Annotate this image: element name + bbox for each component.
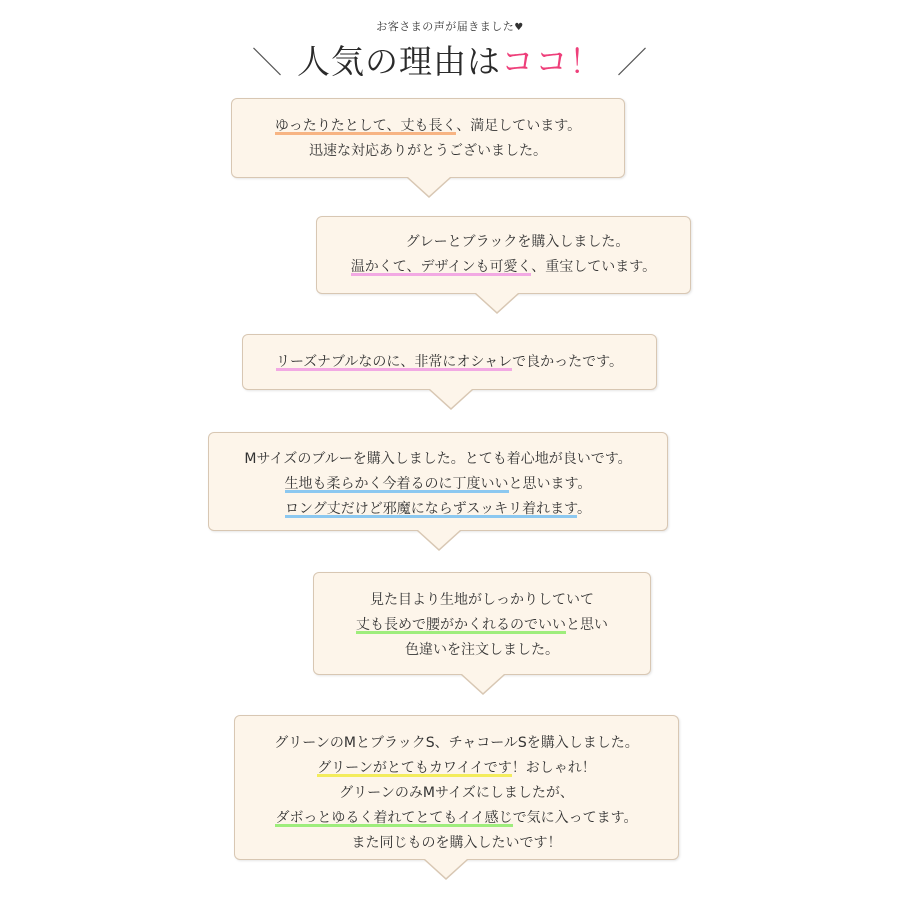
review-text: ！おしゃれ！ bbox=[511, 760, 596, 776]
review-text: グレーとブラックを購入しました。 bbox=[405, 234, 630, 250]
header-eyebrow bbox=[0, 18, 900, 34]
review-highlight: ロング丈だけど邪魔にならずスッキリ着れます bbox=[285, 501, 577, 517]
review-line bbox=[209, 472, 667, 497]
bubble-tail bbox=[417, 531, 461, 551]
review-text: 見た目より生地がしっかりしていて bbox=[370, 592, 594, 608]
review-text: 色違いを注文しました。 bbox=[405, 642, 559, 658]
review-text: と思い bbox=[566, 617, 608, 633]
review-line bbox=[317, 255, 690, 280]
review-text: 迅速な対応ありがとうございました。 bbox=[309, 143, 547, 159]
review-line bbox=[209, 497, 667, 522]
bubble-tail bbox=[424, 860, 468, 880]
review-line bbox=[235, 756, 678, 781]
review-bubble bbox=[316, 216, 691, 294]
review-line bbox=[314, 638, 650, 663]
review-highlight: 温かくて、デザインも可愛く bbox=[350, 259, 532, 275]
review-highlight: グリーンがとてもカワイイです bbox=[317, 760, 512, 776]
slash-left-icon: ＼ bbox=[252, 46, 283, 81]
review-text: と思います。 bbox=[508, 476, 592, 492]
review-line bbox=[314, 613, 650, 638]
title-prefix: 人気の理由は bbox=[297, 42, 501, 81]
slash-right-icon: ／ bbox=[617, 46, 648, 81]
review-highlight: ダボっとゆるく着れてとてもイイ感じ bbox=[275, 810, 513, 826]
review-text: グリーンのMとブラックS、チャコールSを購入しました。 bbox=[274, 735, 639, 751]
review-bubble bbox=[242, 334, 657, 390]
review-line bbox=[235, 731, 678, 756]
review-bubble bbox=[208, 432, 668, 531]
review-bubble bbox=[313, 572, 651, 675]
bubble-tail bbox=[475, 294, 519, 314]
review-line bbox=[314, 588, 650, 613]
review-line bbox=[232, 114, 624, 139]
review-bubble bbox=[231, 98, 625, 178]
review-highlight: 生地も柔らかく今着るのに丁度いい bbox=[284, 476, 509, 492]
review-text: で気に入ってます。 bbox=[512, 810, 638, 826]
bubble-tail bbox=[407, 178, 451, 198]
review-highlight: 丈も長めで腰がかくれるのでいい bbox=[356, 617, 566, 633]
review-text: Mサイズのブルーを購入しました。とても着心地が良いです。 bbox=[244, 451, 632, 467]
review-line bbox=[209, 447, 667, 472]
review-text: また同じものを購入したいです！ bbox=[351, 835, 562, 851]
eyebrow-text: お客さまの声が届きました bbox=[376, 20, 515, 33]
review-text: で良かったです。 bbox=[512, 354, 624, 370]
page-title bbox=[0, 36, 900, 83]
review-bubble bbox=[234, 715, 679, 860]
review-line bbox=[232, 139, 624, 164]
review-line bbox=[243, 350, 656, 375]
review-text: グリーンのみMサイズにしましたが、 bbox=[339, 785, 574, 801]
heart-icon: ♥ bbox=[514, 22, 524, 33]
title-accent: ココ！ bbox=[501, 42, 603, 81]
bubble-tail bbox=[461, 675, 505, 695]
review-line bbox=[235, 806, 678, 831]
review-text: 、重宝しています。 bbox=[531, 259, 657, 275]
review-line bbox=[317, 230, 690, 255]
review-highlight: リーズナブルなのに、非常にオシャレ bbox=[275, 354, 513, 370]
review-line bbox=[235, 781, 678, 806]
bubble-tail bbox=[429, 390, 473, 410]
review-highlight: ゆったりたとして、丈も長く bbox=[274, 118, 457, 134]
review-text: 。 bbox=[576, 501, 591, 517]
review-text: 、満足しています。 bbox=[456, 118, 582, 134]
review-line bbox=[235, 831, 678, 856]
